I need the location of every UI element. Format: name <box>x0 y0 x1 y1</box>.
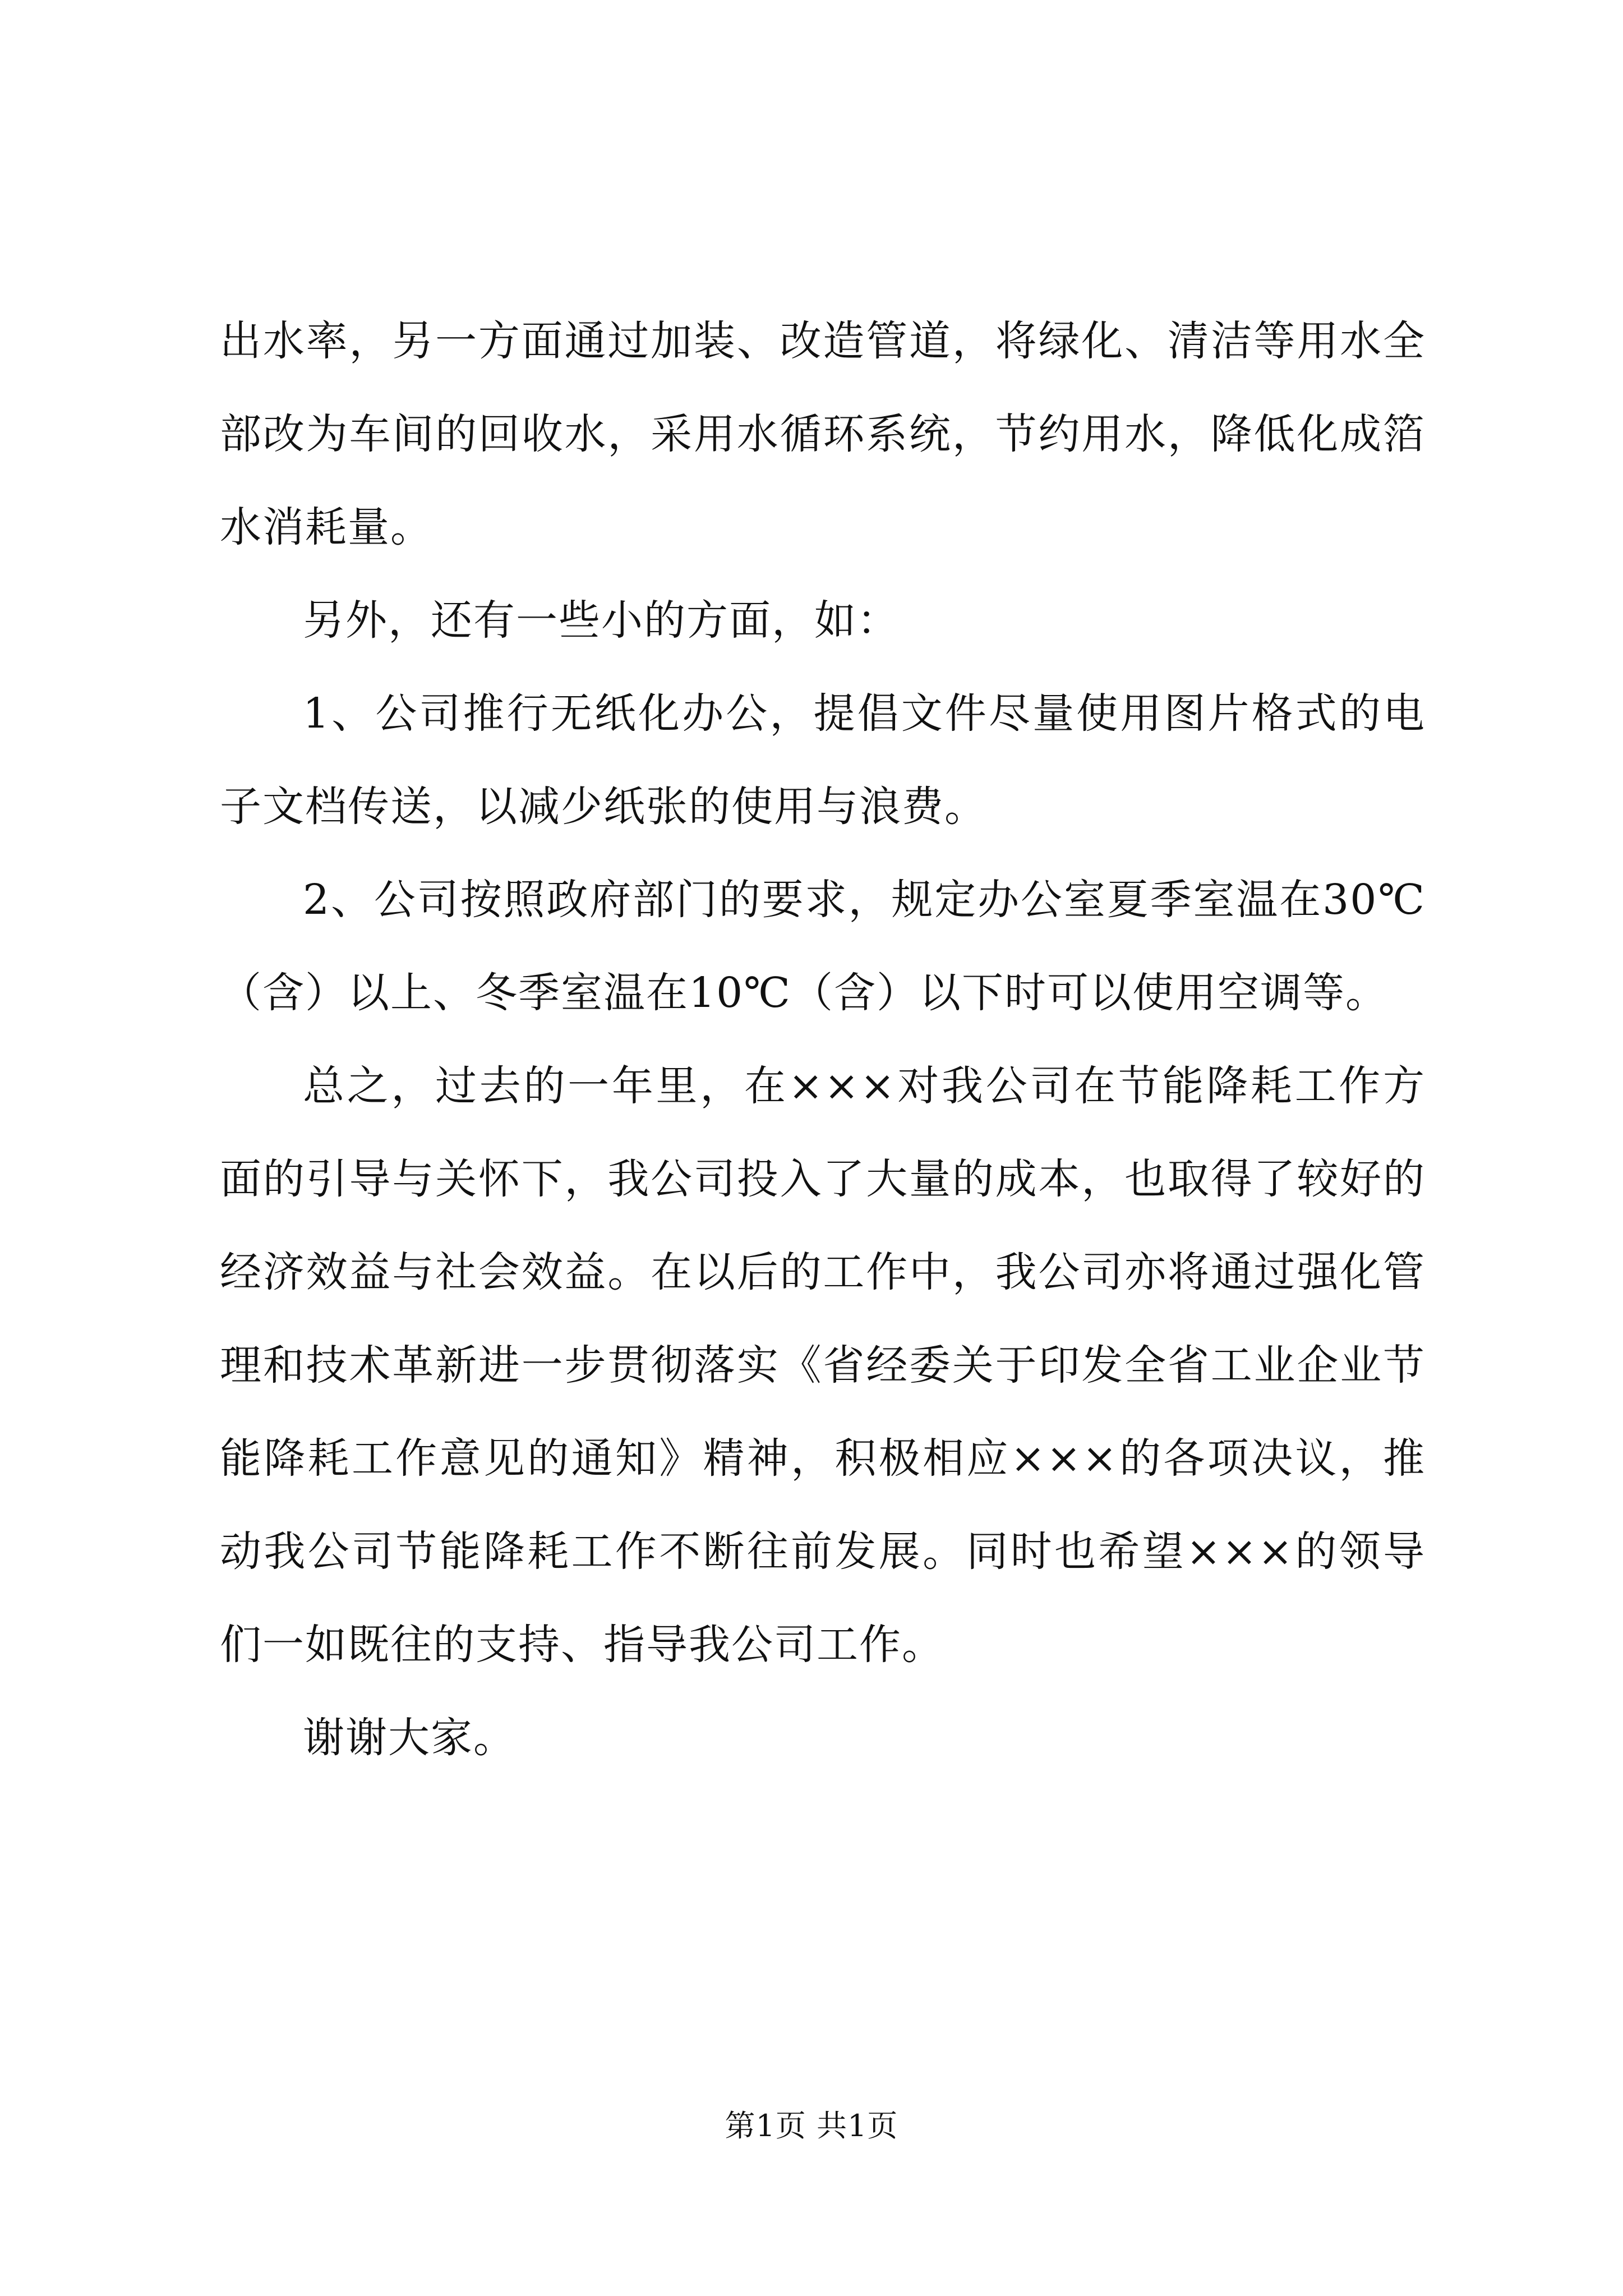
paragraph-summary: 总之，过去的一年里，在×××对我公司在节能降耗工作方面的引导与关怀下，我公司投入了大量的成本，也取得了较好的经济效益与社会效益。在以后的工作中，我公司亦将通过强化管理和技术革新进一步贯彻落实《省经委关于印发全省工业企业节能降耗工作意见的通知》精神，积极相应×××的各项决议，推动我公司节能降耗工作不断往前发展。同时也希望×××的领导们一如既往的支持、指导我公司工作。 <box>220 1062 1426 1669</box>
paragraph-thanks: 谢谢大家。 <box>303 1714 516 1762</box>
paragraph-item-1-paperless: 1、公司推行无纸化办公，提倡文件尽量使用图片格式的电子文档传送，以减少纸张的使用与浪费。 <box>220 689 1426 831</box>
document-body <box>220 295 1426 1784</box>
paragraph-item-2-air-conditioning: 2、公司按照政府部门的要求，规定办公室夏季室温在30℃（含）以上、冬季室温在10℃（含）以下时可以使用空调等。 <box>220 876 1426 1017</box>
paragraph-other-aspects: 另外，还有一些小的方面，如： <box>303 596 900 645</box>
page-number: 第1页 共1页 <box>725 2108 898 2143</box>
page-footer <box>0 2106 1623 2146</box>
paragraph-water-saving: 出水率，另一方面通过加装、改造管道，将绿化、清洁等用水全部改为车间的回收水，采用水循环系统，节约用水，降低化成箔水消耗量。 <box>220 317 1426 551</box>
